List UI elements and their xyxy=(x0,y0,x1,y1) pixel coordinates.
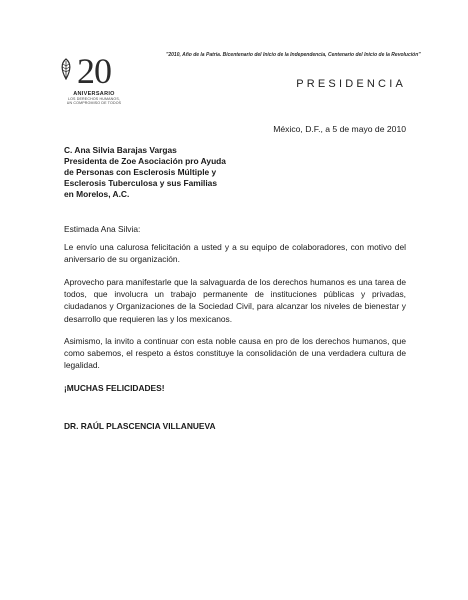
addressee-line: Presidenta de Zoe Asociación pro Ayuda xyxy=(64,156,226,166)
paragraph-3: Asimismo, la invito a continuar con esta noble causa en pro de los derechos humanos, que como sabemos, el respeto a éstos constituye la consolidación de una verdadera cultura de legalidad. xyxy=(64,336,406,371)
logo-number: 20 xyxy=(77,51,111,91)
logo-tagline-1: LOS DERECHOS HUMANOS, xyxy=(67,97,121,101)
leaf-emblem-icon xyxy=(59,58,73,80)
signature-name: DR. RAÚL PLASCENCIA VILLANUEVA xyxy=(64,421,216,431)
paragraph-1: Le envío una calurosa felicitación a usted y a su equipo de colaboradores, con motivo del aniversario de su organización. xyxy=(64,242,406,265)
logo-anniversary-text: ANIVERSARIO xyxy=(73,91,115,97)
logo-tagline-2: UN COMPROMISO DE TODOS xyxy=(66,101,122,106)
addressee-line: de Personas con Esclerosis Múltiple y xyxy=(64,167,217,177)
office-title: PRESIDENCIA xyxy=(296,78,406,90)
addressee-line: C. Ana Silvia Barajas Vargas xyxy=(64,145,177,155)
addressee-line: Esclerosis Tuberculosa y sus Familias xyxy=(64,178,217,188)
greeting: Estimada Ana Silvia: xyxy=(64,224,141,234)
addressee-block xyxy=(64,145,226,200)
closing-line: ¡MUCHAS FELICIDADES! xyxy=(64,383,165,393)
header-motto: "2010, Año de la Patria. Bicentenario del Inicio de la Independencia, Centenario del Inicio de la Revolución" xyxy=(166,52,421,58)
anniversary-logo xyxy=(58,52,130,108)
letter-date: México, D.F., a 5 de mayo de 2010 xyxy=(273,124,406,134)
paragraph-2: Aprovecho para manifestarle que la salvaguarda de los derechos humanos es una tarea de todos, que involucra un trabajo permanente de instituciones públicas y privadas, ciudadanos y Organizaciones de la Sociedad Civil, para alcanzar los niveles de bienestar y desarrollo que requieren las y los mexicanos. xyxy=(64,277,406,324)
addressee-line: en Morelos, A.C. xyxy=(64,189,130,199)
